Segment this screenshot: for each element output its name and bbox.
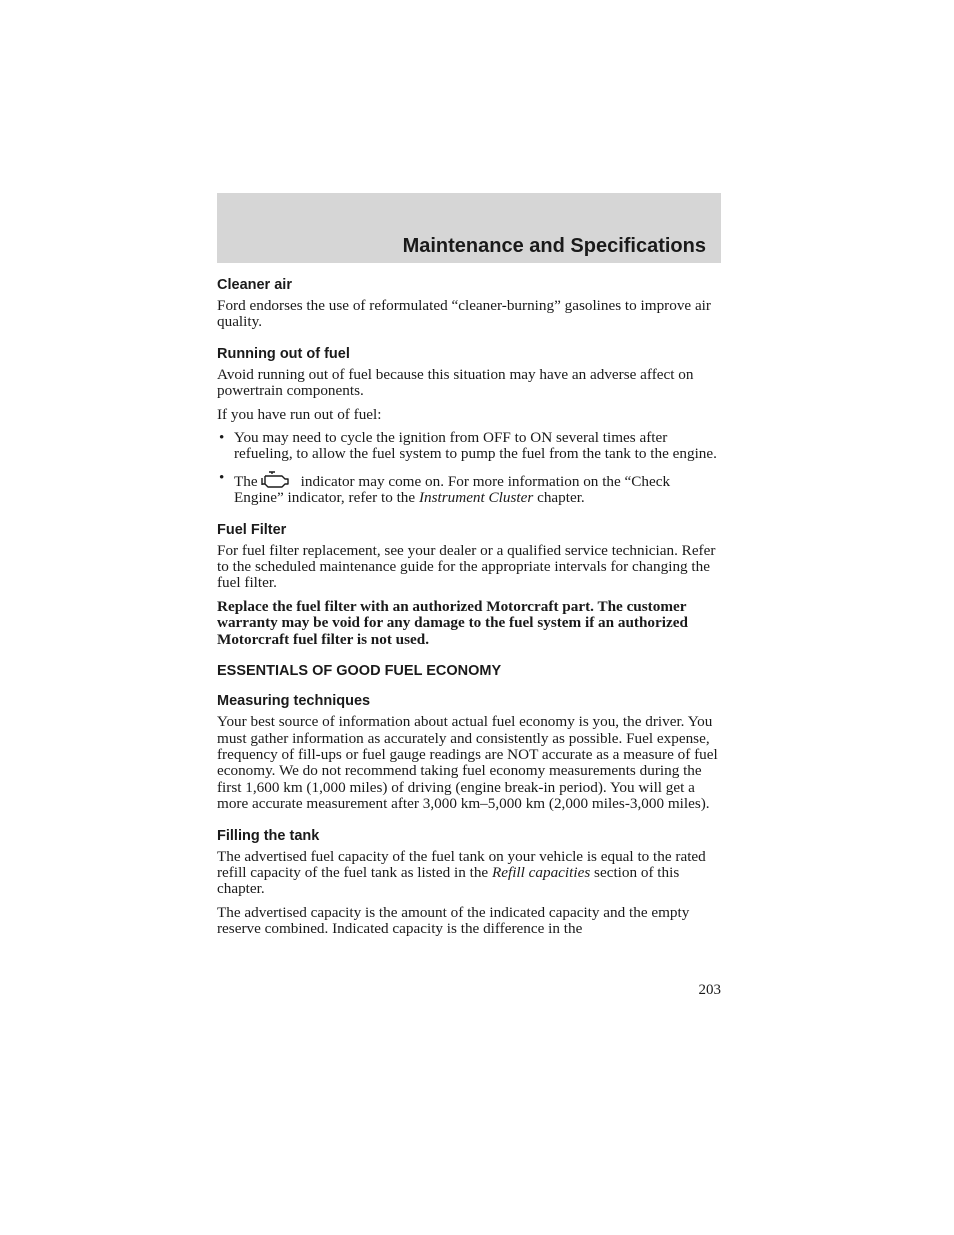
heading-filling: Filling the tank xyxy=(217,827,320,844)
heading-fuel-filter: Fuel Filter xyxy=(217,521,287,538)
paragraph-cleaner-air: Ford endorses the use of reformulated “cleaner-burning” gasolines to improve air quality. xyxy=(217,297,711,331)
paragraph-running-out-2: If you have run out of fuel: xyxy=(217,405,382,423)
bullet2-pre: The xyxy=(234,472,258,490)
heading-running-out-of-fuel: Running out of fuel xyxy=(217,345,350,362)
paragraph-fuel-filter: For fuel filter replacement, see your dealer or a qualified service technician. Refer to the scheduled maintenance guide for the appropriate intervals for changing the fuel filter. xyxy=(217,541,716,592)
filling-pre: The advertised fuel capacity of the fuel tank on your vehicle is equal to the rated refill capacity of the fuel tank as listed in the xyxy=(217,847,706,881)
filling-italic: Refill capacities xyxy=(491,863,591,881)
list-item xyxy=(217,430,723,463)
paragraph-filling-2: The advertised capacity is the amount of the indicated capacity and the empty reserve combined. Indicated capacity is the difference in the xyxy=(217,903,690,938)
page-number: 203 xyxy=(698,982,721,998)
heading-measuring: Measuring techniques xyxy=(217,693,371,710)
filling-post: section of this chapter. xyxy=(217,863,680,898)
section-running-out-of-fuel xyxy=(217,345,723,507)
page-content xyxy=(217,276,723,952)
list-item xyxy=(217,470,723,507)
section-essentials xyxy=(217,662,723,680)
section-filling xyxy=(217,827,723,938)
heading-essentials: ESSENTIALS OF GOOD FUEL ECONOMY xyxy=(217,663,502,680)
warning-fuel-filter: Replace the fuel filter with an authorized Motorcraft part. The customer warranty may be void for any damage to the fuel system if an authorized Motorcraft fuel filter is not used. xyxy=(217,597,688,648)
bullet-list xyxy=(217,430,723,507)
bullet2-post: chapter. xyxy=(537,489,585,507)
check-engine-icon xyxy=(260,470,296,490)
header-band xyxy=(217,193,721,263)
section-cleaner-air xyxy=(217,276,723,331)
paragraph-filling-1 xyxy=(217,849,723,898)
page-title: Maintenance and Specifications xyxy=(402,235,706,257)
bullet2-mid: indicator may come on. For more information on the “Check Engine” indicator, refer to the xyxy=(234,472,671,507)
section-measuring xyxy=(217,692,723,812)
paragraph-measuring: Your best source of information about actual fuel economy is you, the driver. You must gather information as accurately and consistently as possible. Fuel expense, frequency of fill-ups or fuel gauge readings are NOT accurate as a measure of fuel economy. We do not recommend taking fuel economy measurements during the first 1,600 km (1,000 miles) of driving (engine break-in period). You will get a more accurate measurement after 3,000 km–5,000 km (2,000 miles-3,000 miles). xyxy=(217,713,718,813)
paragraph-running-out-1: Avoid running out of fuel because this situation may have an adverse affect on powertrain components. xyxy=(217,365,694,400)
bullet-text-1: You may need to cycle the ignition from OFF to ON several times after refueling, to allow the fuel system to pump the fuel from the tank to the engine. xyxy=(234,429,717,463)
heading-cleaner-air: Cleaner air xyxy=(217,277,292,293)
section-fuel-filter xyxy=(217,521,723,648)
bullet2-italic: Instrument Cluster xyxy=(418,489,534,507)
